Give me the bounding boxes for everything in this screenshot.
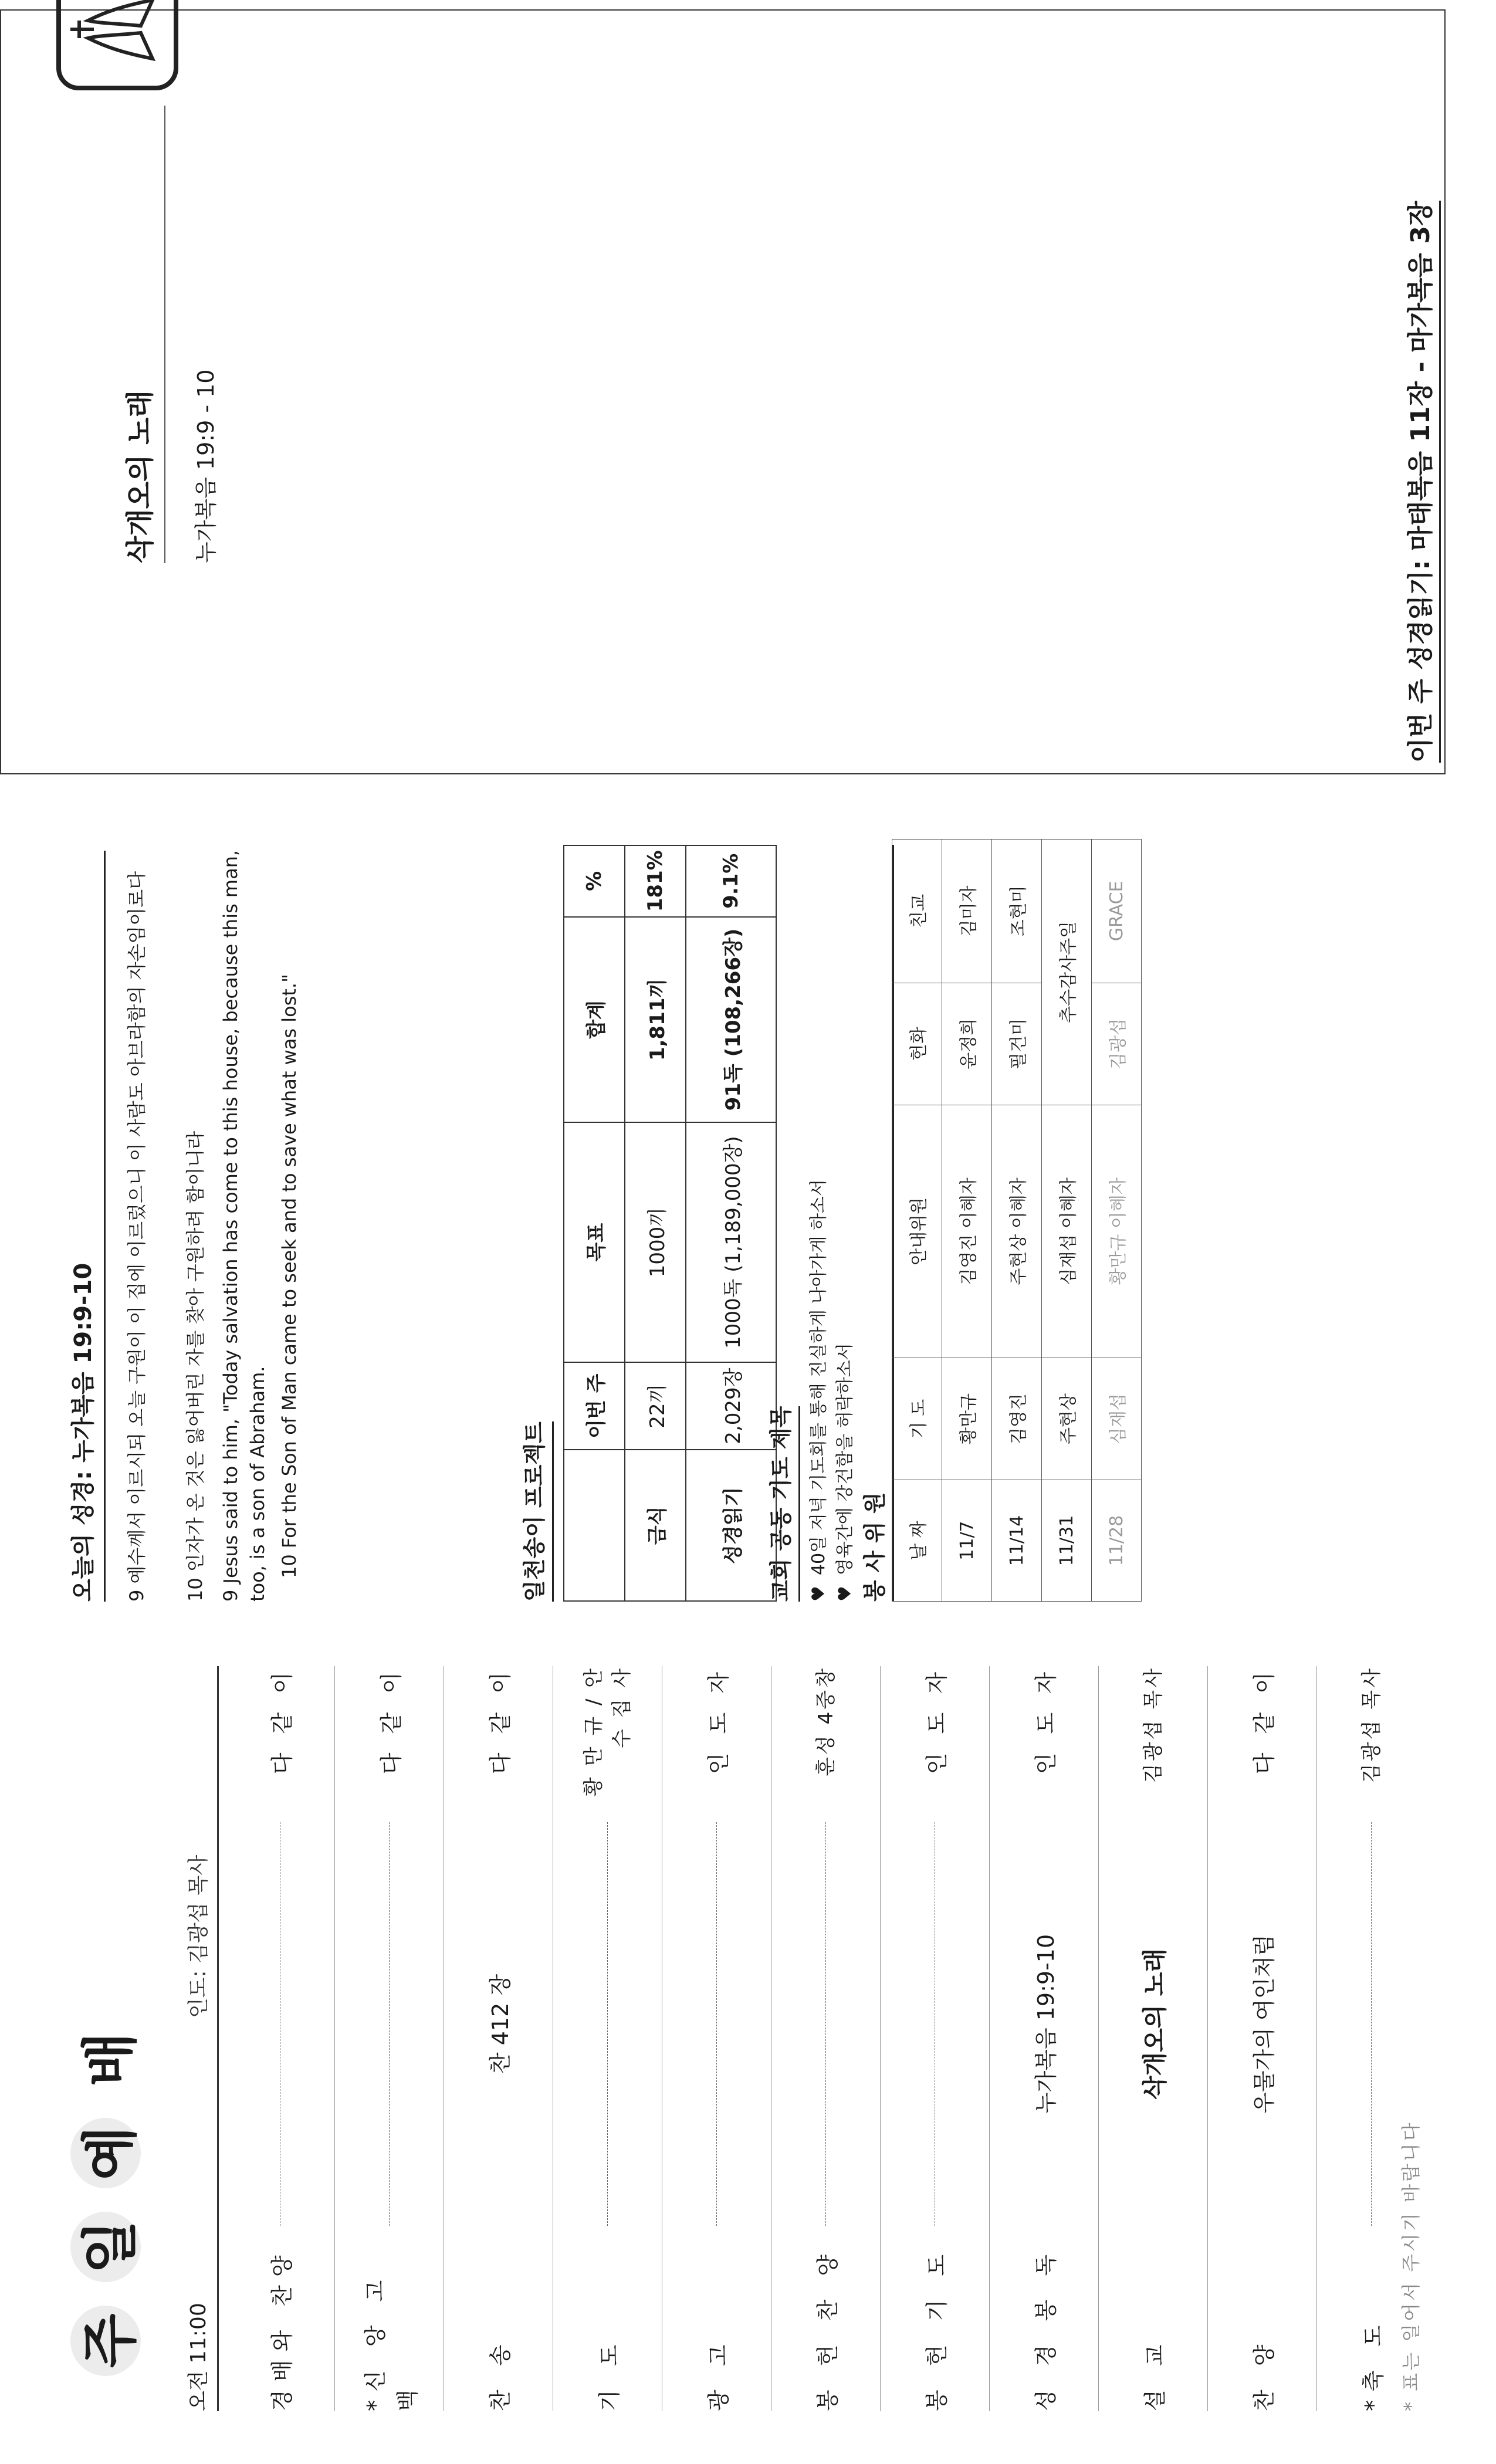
table-cell: 이번 주 (564, 1362, 625, 1450)
table-cell: 김광섭 (1092, 983, 1142, 1105)
prayer-item (830, 1343, 856, 1602)
worship-title (70, 2024, 141, 2376)
item-label: 찬 송 (488, 2336, 513, 2411)
item-person: 인 도 자 (1033, 1666, 1059, 1775)
table-cell: 안내위원 (892, 1105, 942, 1358)
staff-table (892, 839, 1142, 1602)
table-cell: 11/28 (1092, 1480, 1142, 1602)
project-title: 일천송이 프로젝트 (516, 1421, 554, 1602)
item-content: 우물가의 여인처럼 (1251, 1934, 1277, 2114)
scripture-title: 오늘의 성경: 누가복음 19:9-10 (65, 851, 106, 1602)
project-table (563, 845, 777, 1602)
table-row (1042, 840, 1092, 1602)
sermon-panel (0, 0, 1496, 774)
item-label: 봉 헌 기 도 (924, 2246, 950, 2411)
title-char: 주 (70, 2306, 141, 2376)
standing-note: * 표는 일어서 주시기 바랍니다 (1400, 2120, 1422, 2411)
title-char: 예 (70, 2118, 141, 2188)
table-cell: 친교 (892, 840, 942, 983)
sermon-reference: 누가복음 19:9 - 10 (193, 369, 219, 563)
table-cell: GRACE (1092, 840, 1142, 983)
table-cell: % (564, 845, 625, 917)
table-row (942, 840, 992, 1602)
item-person: 김광섭 목사 (1359, 1666, 1383, 1783)
worship-items-list (226, 1666, 1426, 2411)
table-cell: 9.1% (686, 845, 776, 917)
table-header-row (892, 840, 942, 1602)
table-cell: 추수감사주일 (1042, 840, 1092, 1105)
item-label: 기 도 (597, 2336, 622, 2411)
worship-item (1208, 1666, 1317, 2411)
divider (217, 1666, 219, 2411)
table-row (992, 840, 1042, 1602)
item-label: 경배와 찬양 (269, 2247, 295, 2411)
table-cell: 22끼 (625, 1362, 686, 1450)
item-label: 찬 양 (1251, 2336, 1277, 2411)
item-person: 다 같 이 (1251, 1666, 1277, 1775)
table-cell: 황만규 이혜자 (1092, 1105, 1142, 1358)
prayer-text: 영육간에 강건함을 허락하소서 (835, 1343, 855, 1576)
item-person: 다 같 이 (488, 1666, 513, 1775)
table-cell: 기 도 (892, 1358, 942, 1480)
table-cell: 11/31 (1042, 1480, 1092, 1602)
worship-item (771, 1666, 881, 2411)
table-cell: 합계 (564, 917, 625, 1123)
table-cell: 김영진 (992, 1358, 1042, 1480)
item-content: 누가복음 19:9-10 (1033, 1934, 1059, 2114)
verse-line: 10 For the Son of Man came to seek and to save what was lost." (278, 974, 300, 1578)
item-label: 광 고 (706, 2336, 732, 2411)
leader-dots (825, 1822, 826, 2226)
item-content: 찬 412 장 (488, 1974, 513, 2074)
worship-item (990, 1666, 1099, 2411)
table-cell: 김영진 이혜자 (942, 1105, 992, 1358)
table-cell: 주현상 (1042, 1358, 1092, 1480)
worship-item (881, 1666, 990, 2411)
verse-line: 10 인자가 온 것은 잃어버린 자를 찾아 구원하려 함이니라 (184, 1131, 207, 1602)
worship-item (1099, 1666, 1208, 2411)
service-time: 오전 11:00 (187, 2303, 211, 2411)
table-row (1092, 840, 1142, 1602)
prayer-title: 교회 공동 기도 제목 (763, 1406, 800, 1602)
item-label: 성 경 봉 독 (1033, 2246, 1059, 2411)
table-row (625, 845, 686, 1601)
worship-item (662, 1666, 771, 2411)
table-cell: 심재섭 이혜자 (1042, 1105, 1092, 1358)
item-person: 훈성 4중창 (814, 1666, 838, 1776)
verse-line: 9 예수께서 이르시되 오늘 구원이 이 집에 이르렀으니 이 사람도 아브라함의 자손임이로다 (126, 871, 148, 1602)
table-cell: 조현미 (992, 840, 1042, 983)
table-cell: 목표 (564, 1122, 625, 1362)
item-person: 다 같 이 (269, 1666, 295, 1775)
table-cell: 2,029장 (686, 1362, 776, 1450)
worship-item (335, 1666, 444, 2411)
item-content: 삭개오의 노래 (1140, 1948, 1169, 2100)
leader-dots (1371, 1822, 1372, 2226)
weekly-reading: 이번 주 성경읽기: 마태복음 11장 - 마가복음 3장 (1399, 201, 1441, 763)
worship-item (226, 1666, 335, 2411)
info-panel (0, 821, 1496, 1607)
item-label: *신 앙 고 백 (362, 2272, 421, 2411)
item-person: 황 만 규 / 안 수 집 사 (581, 1666, 634, 1797)
item-person: 다 같 이 (378, 1666, 404, 1775)
leader-dots (716, 1822, 717, 2226)
table-cell: 1,811끼 (625, 917, 686, 1123)
item-person: 인 도 자 (706, 1666, 732, 1775)
worship-item (444, 1666, 553, 2411)
table-cell: 김미자 (942, 840, 992, 983)
title-char: 배 (77, 2032, 143, 2087)
worship-item (553, 1666, 662, 2411)
divider (164, 106, 165, 563)
staff-title: 봉 사 위 원 (857, 845, 894, 1602)
table-cell: 금식 (625, 1450, 686, 1601)
item-label: *축 도 (1360, 2317, 1386, 2411)
verse-line: 9 Jesus said to him, "Today salvation has come to this house, because this man, too, is a son of Abraham. (219, 849, 269, 1602)
leader-dots (607, 1822, 608, 2226)
table-cell: 11/14 (992, 1480, 1042, 1602)
table-cell: 181% (625, 845, 686, 917)
table-cell: 11/7 (942, 1480, 992, 1602)
sermon-title: 삭개오의 노래 (124, 390, 157, 563)
heart-icon: ♥ (835, 1586, 855, 1602)
table-cell: 1000끼 (625, 1122, 686, 1362)
item-person: 김광섭 목사 (1141, 1666, 1165, 1783)
table-cell: 1000독 (1,189,000장) (686, 1122, 776, 1362)
service-leader: 인도: 김광섭 목사 (187, 1854, 211, 2018)
table-cell: 헌화 (892, 983, 942, 1105)
title-char: 일 (70, 2212, 141, 2282)
item-label: 봉 헌 찬 양 (815, 2246, 841, 2411)
table-cell: 날 짜 (892, 1480, 942, 1602)
heart-icon: ♥ (808, 1586, 829, 1602)
table-cell: 심재섭 (1092, 1358, 1142, 1480)
prayer-text: 40일 저녁 기도회를 통해 진실하게 나아가게 하소서 (808, 1179, 829, 1576)
table-cell: 황만규 (942, 1358, 992, 1480)
table-cell: 성경읽기 (686, 1450, 776, 1601)
praying-hands-logo-icon (53, 0, 182, 94)
table-cell: 주현상 이혜자 (992, 1105, 1042, 1358)
prayer-item (804, 1179, 830, 1602)
table-cell: 필건미 (992, 983, 1042, 1105)
item-person: 인 도 자 (924, 1666, 950, 1775)
leader-dots (389, 1822, 390, 2226)
table-cell (564, 1450, 625, 1601)
table-cell: 윤정희 (942, 983, 992, 1105)
item-label: 설 교 (1142, 2336, 1168, 2411)
table-cell: 91독 (108,266장) (686, 917, 776, 1123)
worship-order-panel (0, 1643, 1496, 2464)
table-header-row (564, 845, 625, 1601)
